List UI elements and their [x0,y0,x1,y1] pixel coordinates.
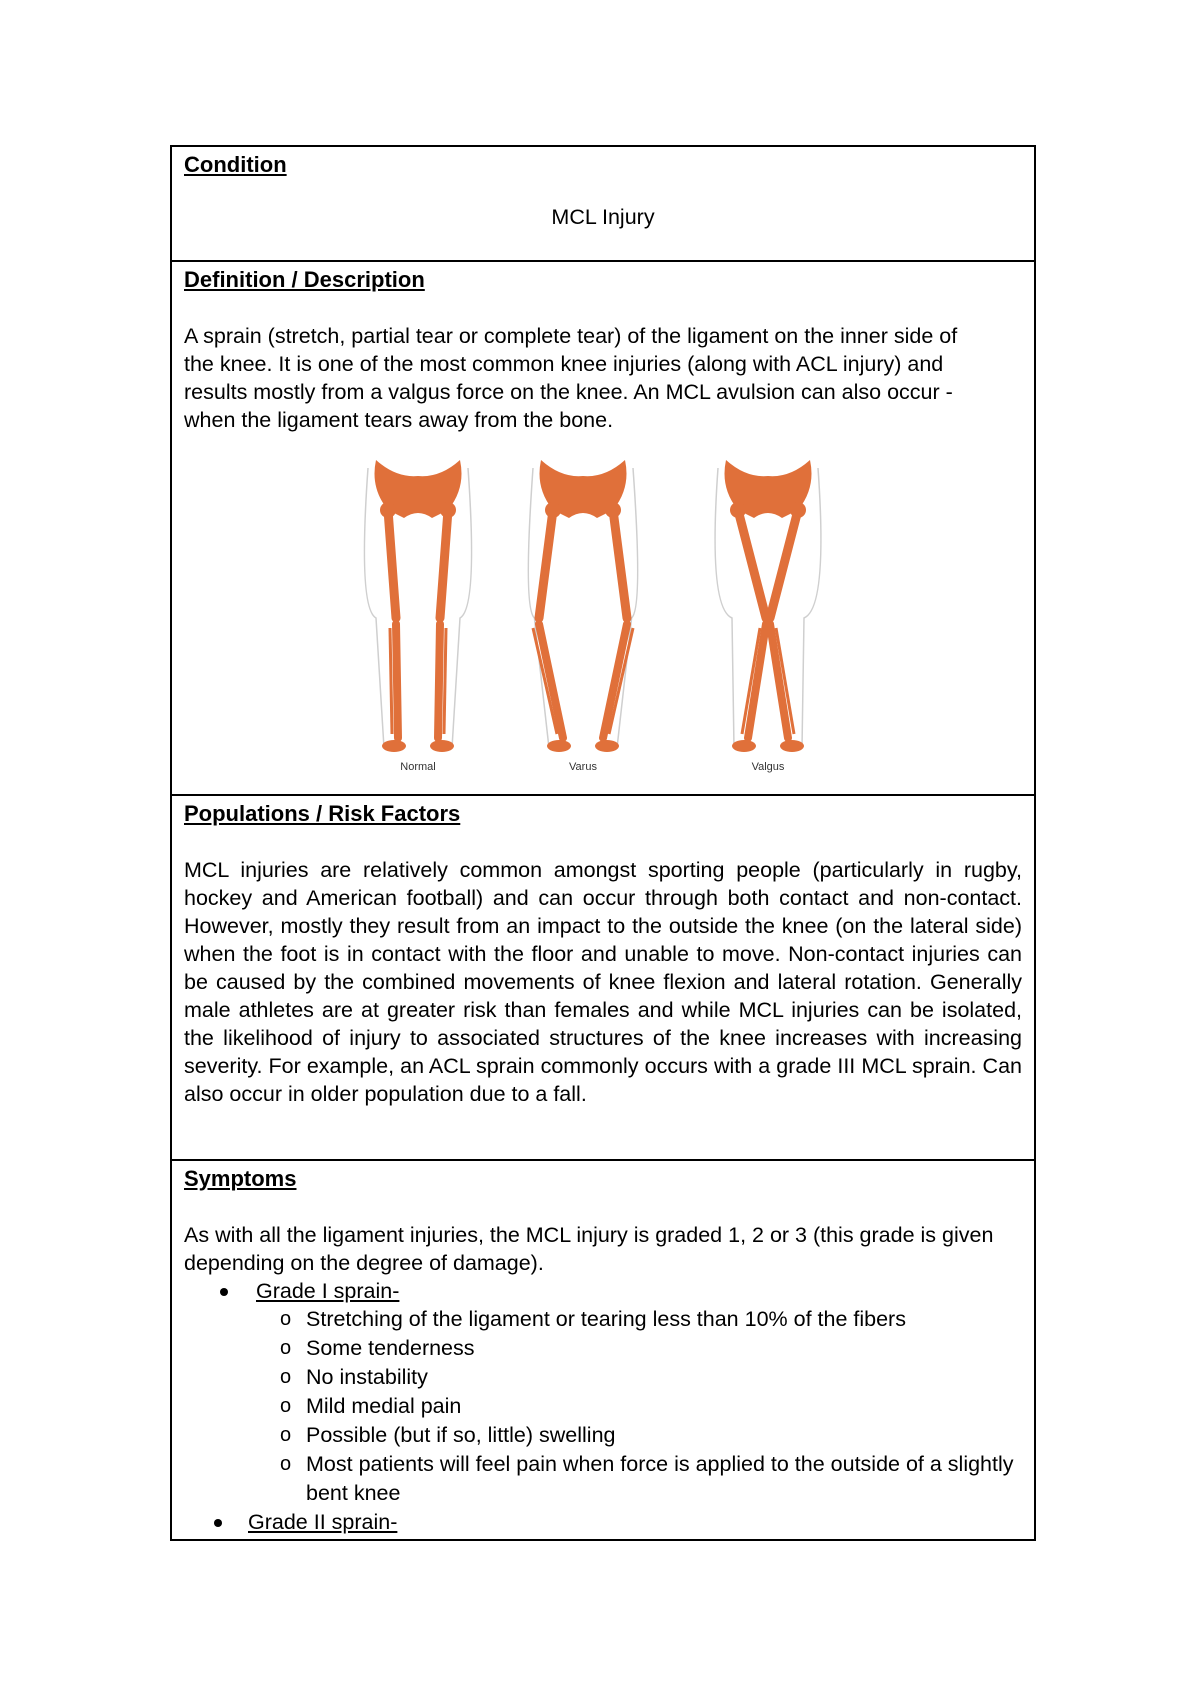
symptoms-cell [172,1159,1034,1539]
condition-table [170,145,1036,1541]
symptom-item [184,1421,1022,1450]
symptom-text: Possible (but if so, little) swelling [306,1423,616,1447]
femur-varus [539,510,553,618]
symptoms-intro: As with all the ligament injuries, the MCL injury is graded 1, 2 or 3 (this grade is given depending on the degree of damage). [184,1223,994,1275]
figure-label-normal: Normal [400,761,436,773]
foot-valgus [732,740,756,752]
symptom-item [184,1305,1022,1334]
condition-heading: Condition [184,152,287,177]
figure-label-valgus: Valgus [751,761,785,773]
figure-label-varus: Varus [569,761,597,773]
foot-normal [430,740,454,752]
definition-heading: Definition / Description [184,267,425,292]
symptoms-heading: Symptoms [184,1166,297,1191]
bullet-icon [214,1519,222,1527]
grade-item [184,1508,1022,1536]
populations-text: MCL injuries are relatively common amongst sporting people (particularly in rugby, hockey and American football) and can occur through both contact and non-contact. However, mostly they result from an impact to the outside the knee (on the lateral side) when the foot is in contact with the floor and unable to move. Non-contact injuries can be caused by the combined movements of knee flexion and lateral rotation. Generally male athletes are at greater risk than females and while MCL injuries can be isolated, the likelihood of injury to associated structures of the knee increases with increasing severity. For example, an ACL sprain commonly occurs with a grade III MCL sprain. Can also occur in older population due to a fall. [184,858,1022,1106]
femur-valgus [738,510,766,618]
symptom-text: Mild medial pain [306,1394,462,1418]
grade-label: Grade II sprain- [248,1510,398,1534]
grade-symptom-list [256,1305,1022,1508]
femur-valgus [770,510,798,618]
bullet-icon [220,1288,228,1296]
symptom-item [184,1334,1022,1363]
foot-valgus [780,740,804,752]
tibia-varus [603,624,627,738]
grade-list [184,1277,1022,1536]
symptom-item [184,1450,1022,1508]
femur-normal [440,510,448,618]
symptom-item [184,1392,1022,1421]
condition-value: MCL Injury [551,205,655,229]
definition-text: A sprain (stretch, partial tear or complete tear) of the ligament on the inner side of the knee. It is one of the most common knee injuries (along with ACL injury) and results mostly from a valgus force on the knee. An MCL avulsion can also occur - when the ligament tears away from the bone. [184,324,958,432]
foot-varus [547,740,571,752]
circle-bullet-icon: o [280,1424,292,1446]
circle-bullet-icon: o [280,1395,292,1417]
tibia-normal [438,624,440,738]
symptom-text: Stretching of the ligament or tearing less than 10% of the fibers [306,1307,906,1331]
knee-alignment-figure [363,448,843,778]
circle-bullet-icon: o [280,1337,292,1359]
femur-varus [613,510,627,618]
fibula-normal [390,628,392,734]
symptom-text: Most patients will feel pain when force is applied to the outside of a slightly bent knee [306,1452,1014,1505]
populations-cell [172,794,1034,1159]
symptom-item [184,1363,1022,1392]
symptom-text: Some tenderness [306,1336,475,1360]
symptom-text: No instability [306,1365,428,1389]
tibia-varus [539,624,563,738]
grade-item [184,1277,1022,1508]
condition-cell [172,147,1034,260]
circle-bullet-icon: o [280,1366,292,1388]
tibia-normal [396,624,398,738]
femur-normal [388,510,396,618]
foot-normal [382,740,406,752]
populations-heading: Populations / Risk Factors [184,801,461,826]
fibula-normal [444,628,446,734]
circle-bullet-icon: o [280,1308,292,1330]
definition-cell [172,260,1034,794]
grade-label: Grade I sprain- [256,1279,400,1303]
circle-bullet-icon: o [280,1453,292,1475]
foot-varus [595,740,619,752]
